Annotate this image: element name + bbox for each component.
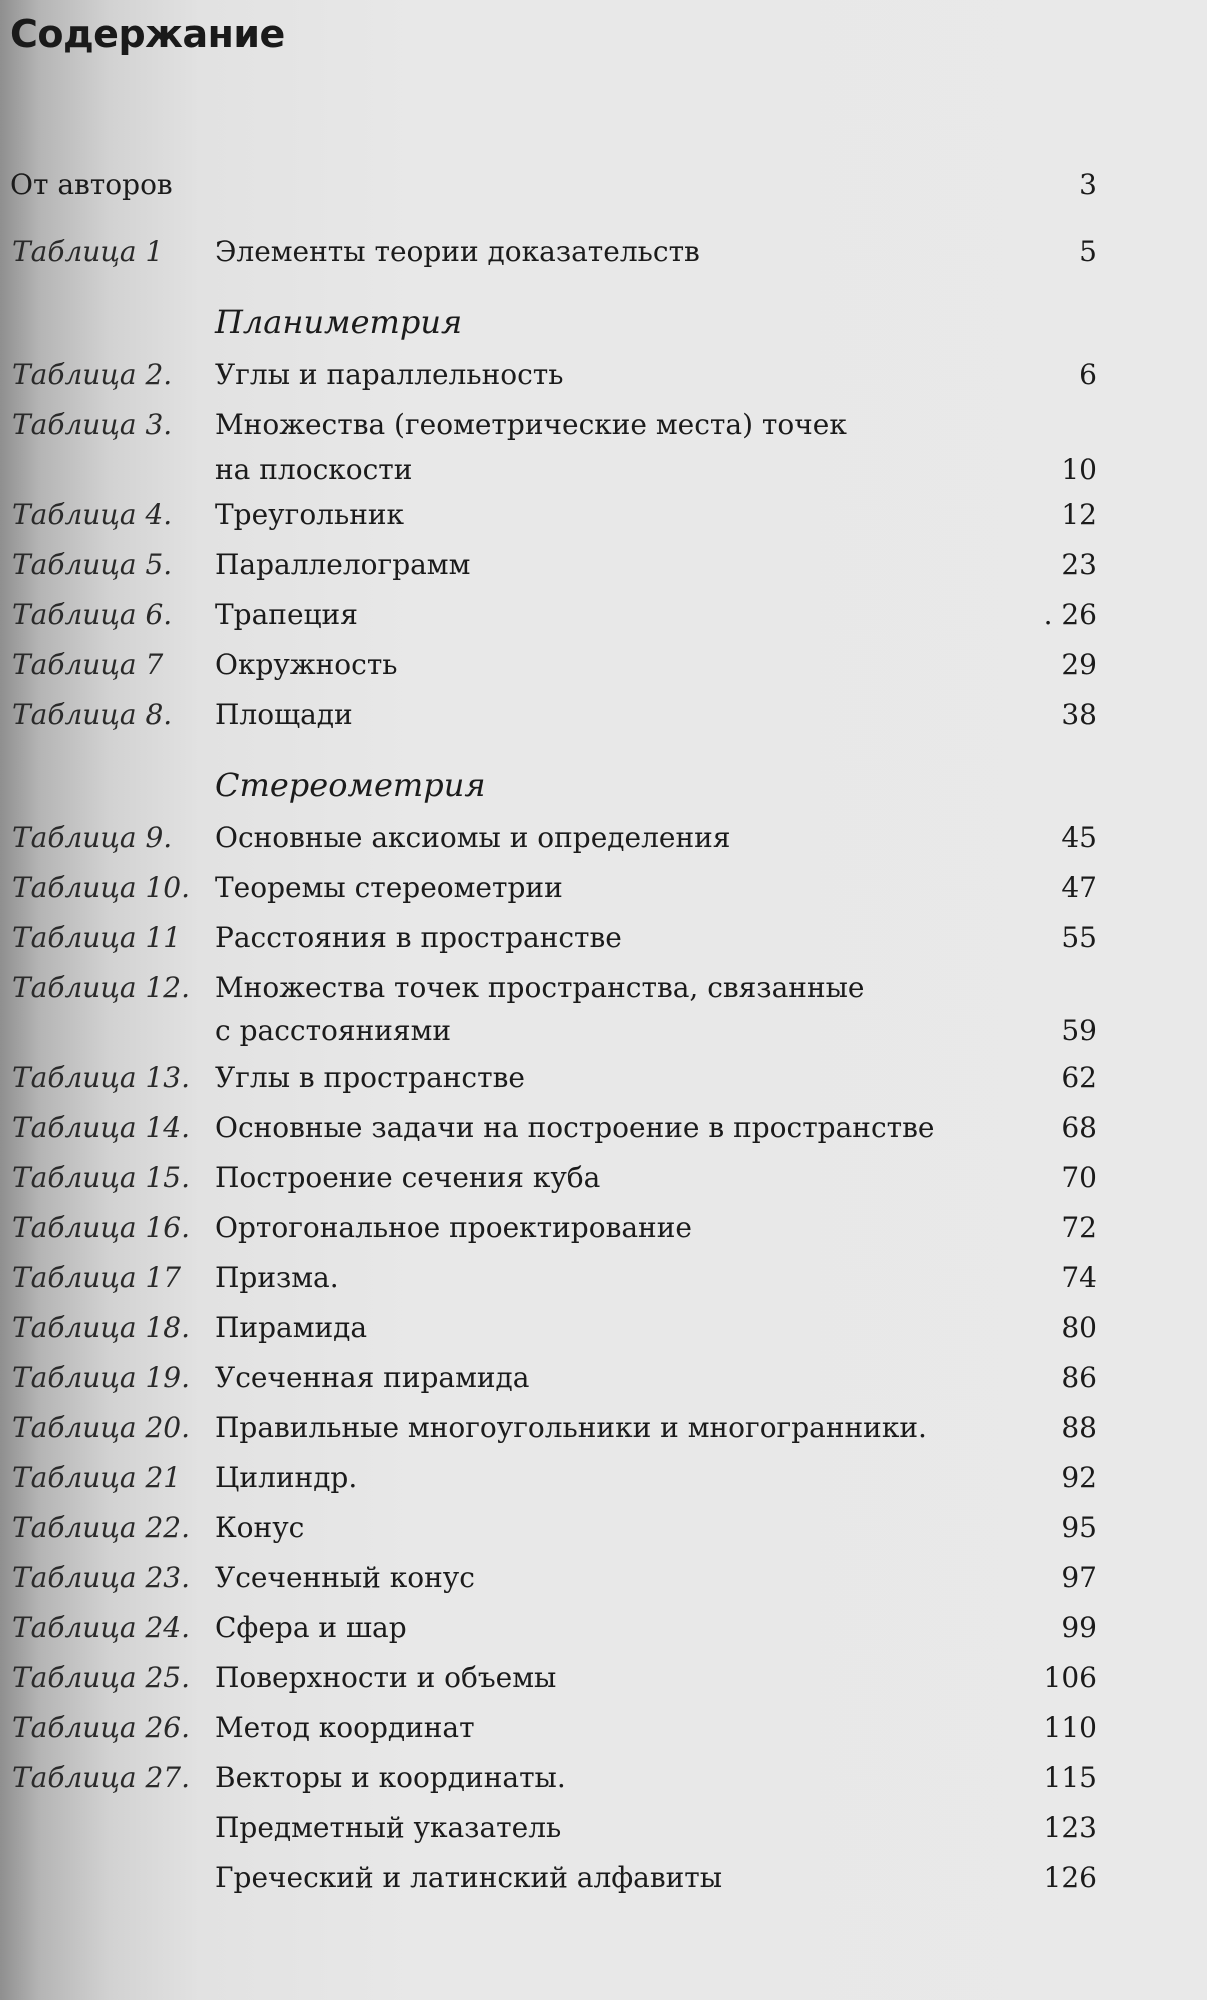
toc-table-label: Таблица 7 [12, 648, 164, 681]
section-heading-planimetry: Планиметрия [215, 303, 463, 341]
toc-entry-title: Площади [215, 698, 353, 731]
toc-table-label: Таблица 27. [12, 1761, 190, 1794]
toc-entry-title: Основные аксиомы и определения [215, 821, 731, 854]
toc-page-number: 74 [1061, 1261, 1097, 1294]
toc-entry [0, 595, 1207, 635]
toc-table-label: Таблица 12. [12, 971, 190, 1004]
toc-entry-title: Призма. [215, 1261, 339, 1294]
toc-entry-title: Пирамида [215, 1311, 368, 1344]
toc-entry-title: Правильные многоугольники и многогранники. [215, 1411, 927, 1444]
toc-entry [0, 968, 1207, 1008]
section-heading-stereometry: Стереометрия [215, 766, 486, 804]
toc-page-number: 110 [1043, 1711, 1097, 1744]
toc-table-label: Таблица 14. [12, 1111, 190, 1144]
toc-table-label: Таблица 24. [12, 1611, 190, 1644]
toc-page-number: 45 [1061, 821, 1097, 854]
toc-entry [0, 1508, 1207, 1548]
toc-table-label: Таблица 20. [12, 1411, 190, 1444]
toc-table-label: Таблица 15. [12, 1161, 190, 1194]
toc-entry [0, 495, 1207, 535]
toc-page-number: 126 [1043, 1861, 1097, 1894]
toc-entry-title: От авторов [10, 168, 173, 201]
toc-entry [0, 1708, 1207, 1748]
toc-page-number: 70 [1061, 1161, 1097, 1194]
toc-entry [0, 232, 1207, 272]
toc-page-number: 99 [1061, 1611, 1097, 1644]
toc-entry [0, 355, 1207, 395]
toc-entry-title: на плоскости [215, 453, 413, 486]
toc-entry-title: Расстояния в пространстве [215, 921, 622, 954]
toc-page-number: 10 [1061, 453, 1097, 486]
toc-entry [0, 1158, 1207, 1198]
toc-table-label: Таблица 8. [12, 698, 173, 731]
toc-entry-title: Множества (геометрические места) точек [215, 408, 847, 441]
toc-entry-title: Основные задачи на построение в пространстве [215, 1111, 935, 1144]
toc-entry [0, 645, 1207, 685]
toc-entry [0, 1258, 1207, 1298]
toc-entry [0, 545, 1207, 585]
toc-entry-title: Трапеция [215, 598, 358, 631]
toc-table-label: Таблица 4. [12, 498, 173, 531]
toc-entry [0, 1658, 1207, 1698]
toc-page-number: 68 [1061, 1111, 1097, 1144]
toc-page-number: 123 [1043, 1811, 1097, 1844]
toc-entry-title: Цилиндр. [215, 1461, 358, 1494]
toc-entry-title: Ортогональное проектирование [215, 1211, 692, 1244]
toc-page-number: 38 [1061, 698, 1097, 731]
toc-table-label: Таблица 26. [12, 1711, 190, 1744]
toc-table-label: Таблица 2. [12, 358, 173, 391]
toc-entry-title: Теоремы стереометрии [215, 871, 563, 904]
toc-entry-title: Поверхности и объемы [215, 1661, 557, 1694]
toc-table-label: Таблица 25. [12, 1661, 190, 1694]
toc-table-label: Таблица 1 [12, 235, 164, 268]
toc-table-label: Таблица 17 [12, 1261, 182, 1294]
toc-entry-title: Метод координат [215, 1711, 475, 1744]
toc-entry [0, 1758, 1207, 1798]
toc-entry-title: Векторы и координаты. [215, 1761, 566, 1794]
toc-entry-continued [0, 450, 1207, 490]
toc-entry-continued [0, 1011, 1207, 1051]
toc-page-number: 23 [1061, 548, 1097, 581]
toc-table-label: Таблица 23. [12, 1561, 190, 1594]
toc-entry-title: Углы в пространстве [215, 1061, 525, 1094]
toc-entry [0, 405, 1207, 445]
toc-table-label: Таблица 10. [12, 871, 190, 904]
toc-entry-appendix [0, 1858, 1207, 1898]
toc-entry [0, 695, 1207, 735]
toc-entry-title: Множества точек пространства, связанные [215, 971, 865, 1004]
toc-entry-title: Сфера и шар [215, 1611, 407, 1644]
toc-table-label: Таблица 21 [12, 1461, 182, 1494]
toc-entry-title: с расстояниями [215, 1014, 452, 1047]
page-title: Содержание [10, 12, 285, 56]
toc-table-label: Таблица 6. [12, 598, 173, 631]
toc-entry [0, 1458, 1207, 1498]
toc-entry-intro [0, 165, 1207, 205]
toc-entry [0, 1208, 1207, 1248]
toc-entry [0, 1308, 1207, 1348]
toc-entry [0, 1058, 1207, 1098]
toc-page-number: 59 [1061, 1014, 1097, 1047]
toc-table-label: Таблица 3. [12, 408, 173, 441]
toc-page-number: 97 [1061, 1561, 1097, 1594]
toc-entry [0, 868, 1207, 908]
toc-page-number: 92 [1061, 1461, 1097, 1494]
toc-page-number: 5 [1079, 235, 1097, 268]
toc-entry [0, 1358, 1207, 1398]
toc-entry-appendix [0, 1808, 1207, 1848]
toc-page-number: 12 [1061, 498, 1097, 531]
toc-page-number: 3 [1079, 168, 1097, 201]
toc-page-number: 72 [1061, 1211, 1097, 1244]
toc-entry-title: Конус [215, 1511, 305, 1544]
toc-table-label: Таблица 9. [12, 821, 173, 854]
toc-entry-title: Построение сечения куба [215, 1161, 601, 1194]
toc-entry-title: Элементы теории доказательств [215, 235, 700, 268]
toc-entry [0, 918, 1207, 958]
toc-page-number: 88 [1061, 1411, 1097, 1444]
toc-entry-title: Греческий и латинский алфавиты [215, 1861, 723, 1894]
toc-entry-title: Усеченный конус [215, 1561, 475, 1594]
toc-entry-title: Треугольник [215, 498, 405, 531]
toc-entry-title: Параллелограмм [215, 548, 471, 581]
toc-page-number: 55 [1061, 921, 1097, 954]
toc-page-number: 62 [1061, 1061, 1097, 1094]
toc-table-label: Таблица 16. [12, 1211, 190, 1244]
toc-page-number: . 26 [1043, 598, 1097, 631]
toc-entry-title: Углы и параллельность [215, 358, 564, 391]
toc-entry-title: Усеченная пирамида [215, 1361, 530, 1394]
toc-table-label: Таблица 5. [12, 548, 173, 581]
toc-entry-title: Предметный указатель [215, 1811, 562, 1844]
toc-page-number: 106 [1043, 1661, 1097, 1694]
toc-page-number: 29 [1061, 648, 1097, 681]
toc-page-number: 86 [1061, 1361, 1097, 1394]
toc-entry-title: Окружность [215, 648, 398, 681]
toc-page-number: 47 [1061, 871, 1097, 904]
toc-page-number: 115 [1043, 1761, 1097, 1794]
toc-entry [0, 1558, 1207, 1598]
toc-entry [0, 1408, 1207, 1448]
toc-table-label: Таблица 19. [12, 1361, 190, 1394]
toc-page-number: 95 [1061, 1511, 1097, 1544]
toc-table-label: Таблица 11 [12, 921, 182, 954]
toc-entry [0, 1108, 1207, 1148]
toc-entry [0, 818, 1207, 858]
toc-table-label: Таблица 18. [12, 1311, 190, 1344]
toc-table-label: Таблица 13. [12, 1061, 190, 1094]
toc-entry [0, 1608, 1207, 1648]
toc-page-number: 80 [1061, 1311, 1097, 1344]
toc-page-number: 6 [1079, 358, 1097, 391]
toc-table-label: Таблица 22. [12, 1511, 190, 1544]
